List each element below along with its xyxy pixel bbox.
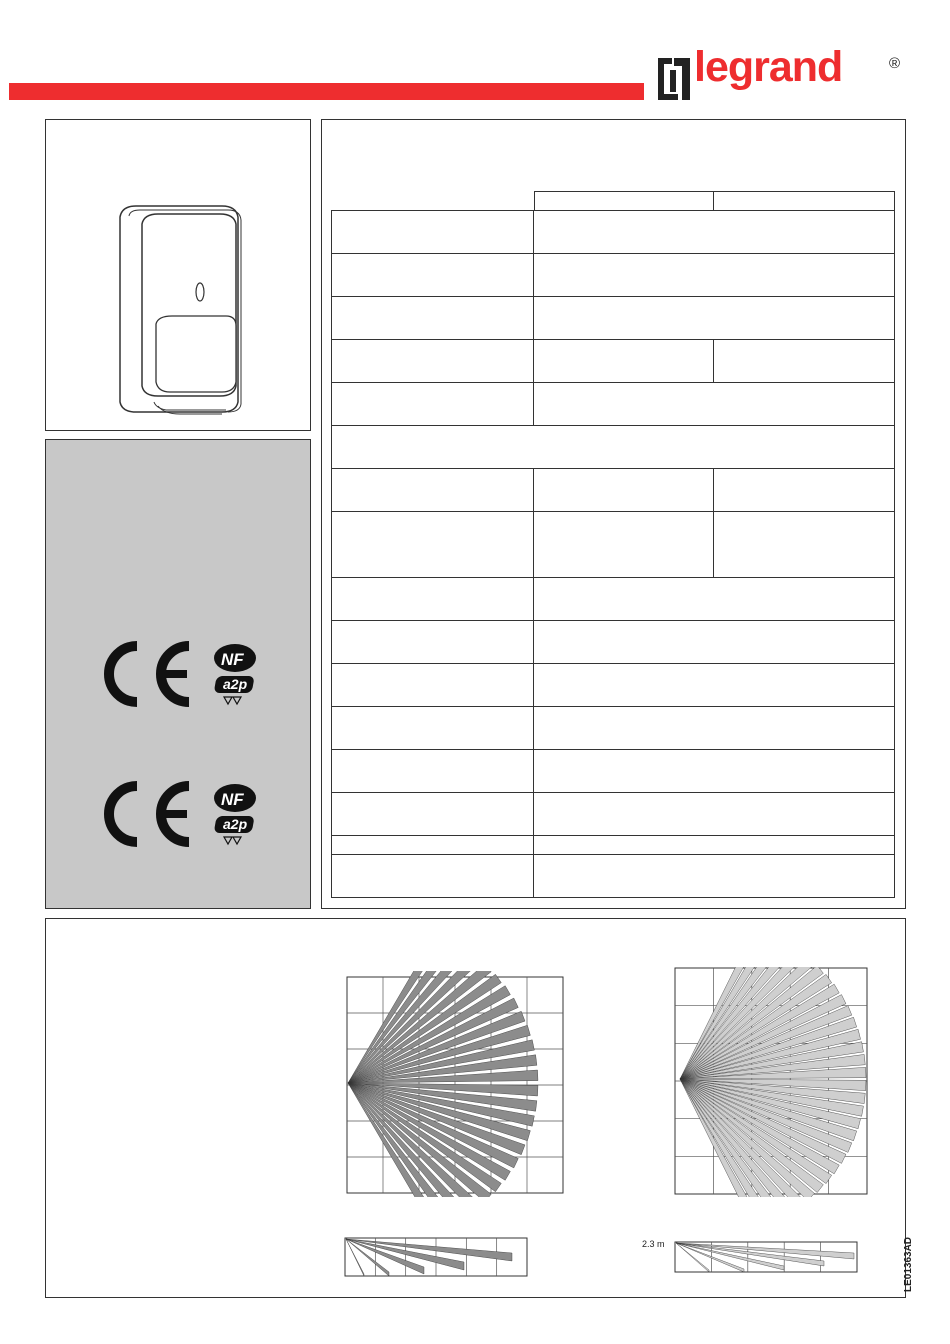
detection-pattern-side-view-right [674, 1241, 864, 1277]
brand-wordmark: legrand [694, 43, 843, 91]
spec-value-cell [533, 835, 895, 855]
spec-header-cell [713, 191, 895, 211]
spec-value-cell [533, 663, 895, 707]
svg-text:a2p: a2p [223, 676, 248, 692]
spec-value-cell [533, 511, 714, 578]
spec-value-cell [533, 382, 895, 426]
legrand-symbol-icon [656, 56, 692, 104]
document-reference [903, 1237, 923, 1301]
motion-detector-illustration [46, 120, 312, 432]
specification-panel [321, 119, 906, 909]
spec-label-cell [331, 382, 534, 426]
spec-row-span [331, 425, 895, 469]
spec-label-cell [331, 511, 534, 578]
document-reference-code: LE01363AD [903, 1236, 915, 1293]
certification-marks [99, 640, 269, 710]
legrand-logo [656, 43, 911, 114]
spec-value-cell [533, 468, 714, 512]
side-view-height-label: 2.3 m [642, 1239, 665, 1249]
detection-pattern-top-view-left [346, 971, 566, 1197]
svg-text:NF: NF [221, 650, 244, 669]
spec-value-cell [533, 706, 895, 750]
spec-value-cell [533, 854, 895, 898]
certification-panel [45, 439, 311, 909]
spec-label-cell [331, 468, 534, 512]
spec-value-cell [533, 620, 895, 664]
spec-label-cell [331, 253, 534, 297]
spec-value-cell [713, 511, 895, 578]
spec-value-cell [713, 468, 895, 512]
spec-value-cell [533, 577, 895, 621]
spec-header-cell [534, 191, 714, 211]
certification-marks [99, 780, 269, 850]
spec-label-cell [331, 835, 534, 855]
detection-pattern-side-view-left [344, 1237, 530, 1279]
spec-label-cell [331, 620, 534, 664]
ce-mark-icon [99, 780, 269, 850]
spec-label-cell [331, 854, 534, 898]
spec-label-cell [331, 339, 534, 383]
header-red-bar [9, 83, 644, 100]
svg-text:a2p: a2p [223, 816, 248, 832]
spec-label-cell [331, 296, 534, 340]
registered-mark: ® [889, 55, 901, 72]
detection-pattern-top-view-right [674, 967, 870, 1197]
spec-value-cell [713, 339, 895, 383]
detection-diagram-panel [45, 918, 906, 1298]
product-image-panel [45, 119, 311, 431]
spec-label-cell [331, 577, 534, 621]
spec-label-cell [331, 663, 534, 707]
svg-text:NF: NF [221, 790, 244, 809]
spec-value-cell [533, 339, 714, 383]
spec-label-cell [331, 792, 534, 836]
spec-value-cell [533, 296, 895, 340]
spec-value-cell [533, 749, 895, 793]
ce-mark-icon [99, 640, 269, 710]
spec-value-cell [533, 792, 895, 836]
spec-label-cell [331, 210, 534, 254]
spec-label-cell [331, 706, 534, 750]
spec-value-cell [533, 210, 895, 254]
spec-label-cell [331, 749, 534, 793]
spec-value-cell [533, 253, 895, 297]
